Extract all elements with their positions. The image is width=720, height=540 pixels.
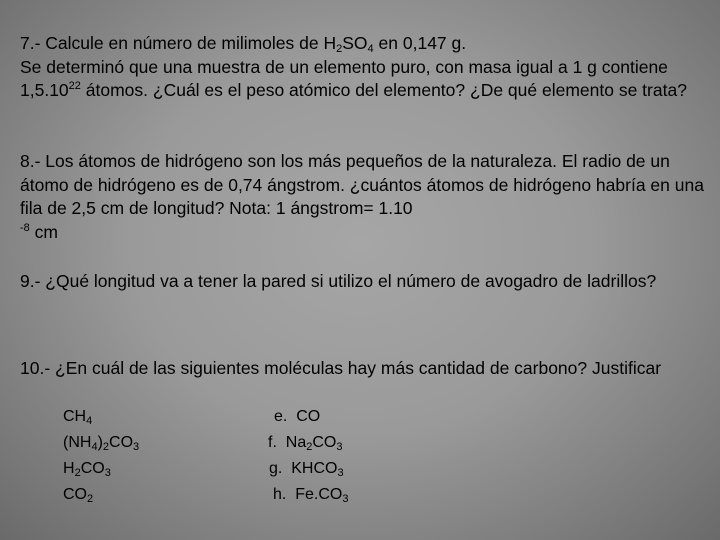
q7-line1-a: 7.- Calcule en número de milimoles de H — [20, 33, 337, 53]
question-10 — [20, 357, 710, 381]
q7-line1-c: en 0,147 g. — [373, 33, 467, 53]
q9-text: 9.- ¿Qué longitud va a tener la pared si utilizo el número de avogadro de ladrillos? — [20, 271, 657, 291]
option-b: $(NH_4)_2CO_3$ — [63, 434, 140, 453]
q7-sub-4: 4 — [367, 43, 374, 55]
option-d: $CO_2$ — [63, 486, 94, 505]
option-g: g. $KHCO_3$ — [269, 460, 344, 479]
option-e: e. CO — [274, 408, 321, 425]
option-h: h. $Fe.CO_3$ — [273, 486, 349, 505]
option-f: f. $Na_2CO_3$ — [268, 434, 343, 453]
q7-line2-a: Se determinó que una muestra de un elemento puro, con masa igual a 1 g contiene 1,5.10 — [20, 56, 668, 100]
q8-text-b: cm — [29, 221, 58, 242]
question-7 — [20, 32, 710, 103]
question-8 — [20, 150, 710, 244]
q8-sup-exp: -8 — [20, 221, 30, 234]
question-9 — [20, 270, 710, 294]
q10-text: 10.- ¿En cuál de las siguientes moléculas hay más cantidad de carbono? Justificar — [20, 358, 662, 378]
q7-line1-b: SO — [342, 33, 368, 53]
q7-sup-22: 22 — [68, 80, 81, 92]
q8-text-a: 8.- Los átomos de hidrógeno son los más pequeños de la naturaleza. El radio de un átomo de hidrógeno es de 0,74 ángstrom. ¿cuántos átomos de hidrógeno habría en una fila de 2,5 cm de longitud? Nota: 1 ángstrom= 1.10 — [20, 151, 704, 218]
option-a: $CH_4$ — [63, 408, 93, 427]
q7-sub-2: 2 — [336, 43, 343, 55]
q7-line2-b: átomos. ¿Cuál es el peso atómico del elemento? ¿De qué elemento se trata? — [80, 80, 687, 100]
option-c: $H_2CO_3$ — [63, 460, 111, 479]
